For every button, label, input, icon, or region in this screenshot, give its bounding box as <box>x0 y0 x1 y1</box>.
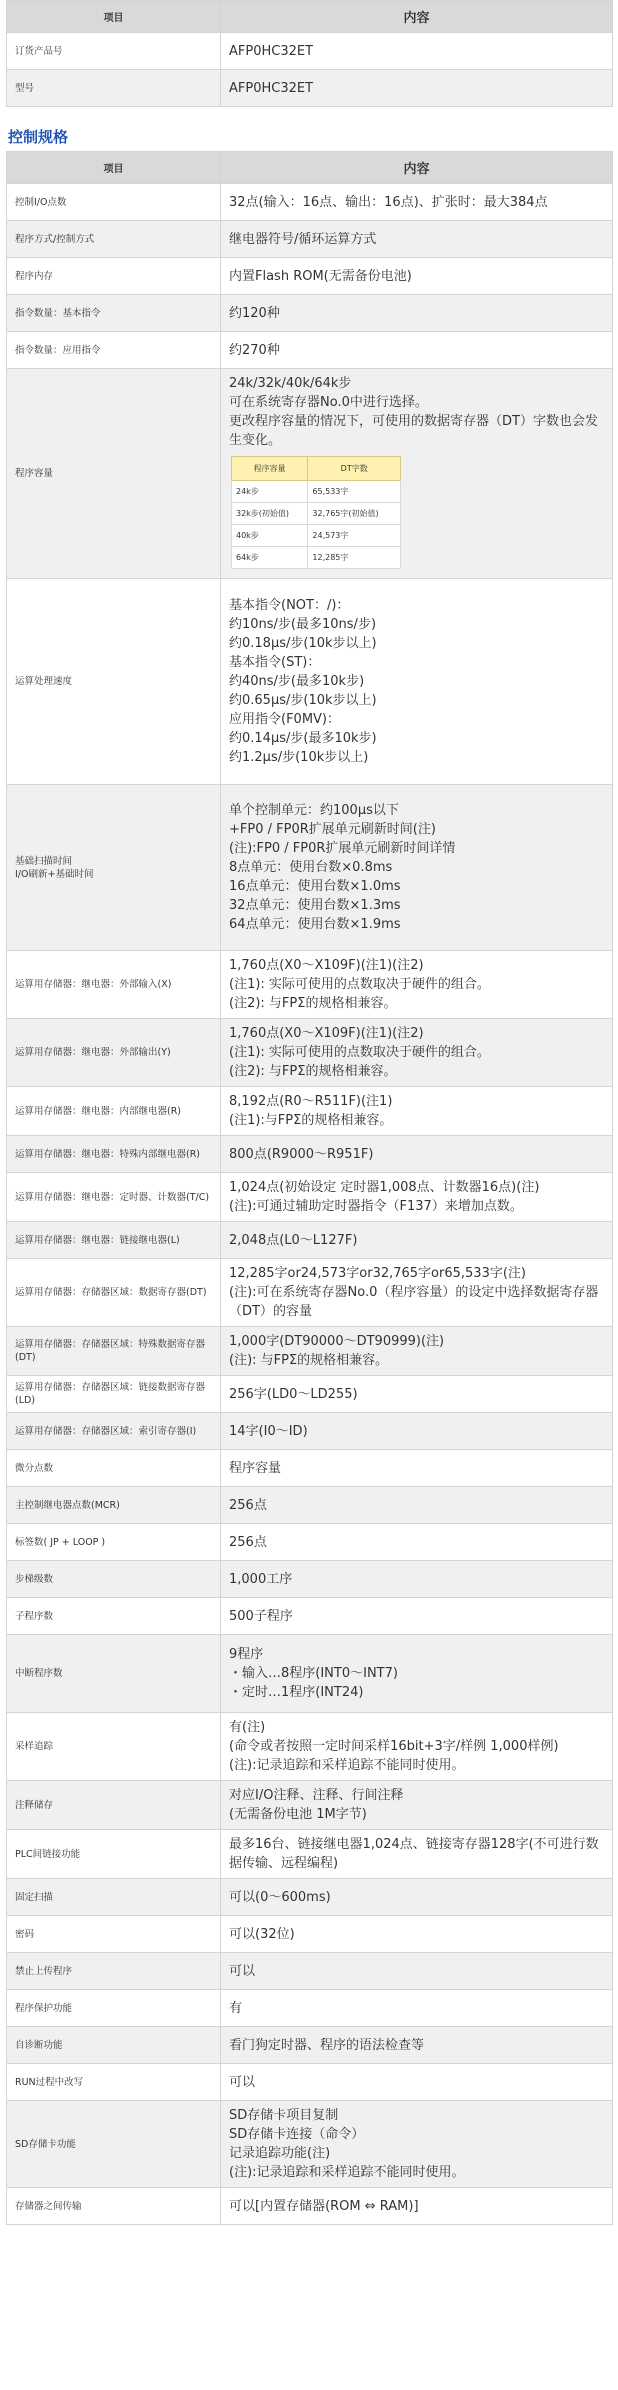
row-label <box>7 369 221 579</box>
table-row <box>7 332 613 369</box>
value-line: 32点单元：使用台数×1.3ms <box>229 898 401 913</box>
table-row <box>7 1136 613 1173</box>
row-label <box>7 1327 221 1376</box>
row-label: 订货产品号 <box>7 33 221 70</box>
row-label-line: 运算用存储器：继电器：外部输出(Y) <box>15 1047 171 1058</box>
value-line: 约0.65μs/步(10k步以上) <box>229 693 377 708</box>
row-value: AFP0HC32ET <box>221 33 613 70</box>
row-label <box>7 1830 221 1879</box>
row-label-line: 子程序数 <box>15 1610 54 1622</box>
row-value <box>221 184 613 221</box>
value-line: 看门狗定时器、程序的语法检查等 <box>229 2037 425 2053</box>
mini-table-cell: 32,765字(初始值) <box>308 503 401 525</box>
value-line: 可以[内置存储器(ROM ⇔ RAM)] <box>229 2198 419 2214</box>
row-value <box>221 1487 613 1524</box>
table-row <box>7 1259 613 1327</box>
row-label <box>7 1713 221 1781</box>
row-label <box>7 1635 221 1713</box>
value-line: 基本指令(ST)： <box>229 655 321 670</box>
order-table-header <box>7 1 613 33</box>
table-row <box>7 1990 613 2027</box>
value-line: 对应I/O注释、注释、行间注释 <box>229 1788 404 1803</box>
value-line: 有(注) <box>229 1720 266 1735</box>
row-value <box>221 258 613 295</box>
row-value <box>221 2027 613 2064</box>
row-label-line: 运算用存储器：存储器区域：特殊数据寄存器(DT) <box>15 1339 206 1363</box>
value-line: 应用指令(F0MV)： <box>229 712 341 727</box>
table-row <box>7 2188 613 2225</box>
table-row <box>7 1376 613 1413</box>
row-label <box>7 2101 221 2188</box>
value-line: ・输入…8程序(INT0～INT7) <box>229 1666 398 1681</box>
spec-table-body <box>7 184 613 2225</box>
mini-table-cell: 12,285字 <box>308 547 401 569</box>
row-label-line: I/O刷新+基础时间 <box>15 868 94 880</box>
value-line: (注1): 实际可使用的点数取决于硬件的组合。 <box>229 977 490 992</box>
row-label <box>7 1598 221 1635</box>
value-line: 最多16台、链接继电器1,024点、链接寄存器128字(不可进行数据传输、远程编程) <box>229 1837 599 1871</box>
row-label <box>7 1019 221 1087</box>
row-label <box>7 2064 221 2101</box>
table-row <box>7 258 613 295</box>
value-line: 约1.2μs/步(10k步以上) <box>229 750 369 765</box>
value-line: 可以(32位) <box>229 1926 295 1942</box>
header-content: 内容 <box>221 152 613 184</box>
row-label-line: 步梯级数 <box>15 1573 54 1585</box>
value-line: 32点(输入：16点、输出：16点)、扩张时：最大384点 <box>229 194 548 210</box>
table-row <box>7 785 613 951</box>
row-label <box>7 1561 221 1598</box>
value-line: 1,024点(初始设定 定时器1,008点、计数器16点)(注) <box>229 1180 540 1195</box>
row-label-line: 指令数量：应用指令 <box>15 344 101 356</box>
value-line: 12,285字or24,573字or32,765字or65,533字(注) <box>229 1266 526 1281</box>
row-label <box>7 1524 221 1561</box>
table-row <box>7 951 613 1019</box>
mini-table-cell: 64k步 <box>232 547 308 569</box>
row-label-line: 控制I/O点数 <box>15 196 67 208</box>
row-value <box>221 1916 613 1953</box>
value-line: 2,048点(L0～L127F) <box>229 1232 358 1248</box>
program-capacity-table <box>231 456 401 569</box>
value-line: 1,760点(X0～X109F)(注1)(注2) <box>229 958 424 973</box>
row-value <box>221 951 613 1019</box>
row-value <box>221 579 613 785</box>
row-value <box>221 1413 613 1450</box>
row-value <box>221 785 613 951</box>
row-label <box>7 1413 221 1450</box>
row-label-line: 禁止上传程序 <box>15 1965 73 1977</box>
table-row <box>7 1879 613 1916</box>
row-value <box>221 1087 613 1136</box>
row-label-line: 运算处理速度 <box>15 676 73 687</box>
mini-table-header: 程序容量 <box>232 457 308 481</box>
value-line: SD存储卡项目复制 <box>229 2108 339 2123</box>
table-row <box>7 1019 613 1087</box>
row-label <box>7 295 221 332</box>
table-row <box>7 1713 613 1781</box>
value-line: 8点单元：使用台数×0.8ms <box>229 860 393 875</box>
row-label-line: 程序保护功能 <box>15 2002 73 2014</box>
row-label-line: 运算用存储器：继电器：外部输入(X) <box>15 979 172 990</box>
row-label <box>7 258 221 295</box>
spec-table-header <box>7 152 613 184</box>
table-row <box>7 369 613 579</box>
row-label-line: 基础扫描时间 <box>15 855 73 867</box>
row-label-line: 运算用存储器：继电器：内部继电器(R) <box>15 1105 182 1117</box>
row-label-line: RUN过程中改写 <box>15 2076 84 2088</box>
row-value <box>221 1450 613 1487</box>
mini-table-cell: 32k步(初始值) <box>232 503 308 525</box>
table-row <box>7 1450 613 1487</box>
value-line: (注):记录追踪和采样追踪不能同时使用。 <box>229 2165 465 2180</box>
row-value <box>221 1635 613 1713</box>
row-label-line: PLC间链接功能 <box>15 1848 81 1860</box>
table-row <box>7 2064 613 2101</box>
row-value <box>221 1327 613 1376</box>
table-row <box>7 2027 613 2064</box>
value-line: 256点 <box>229 1534 267 1550</box>
value-line: 1,000工序 <box>229 1571 293 1587</box>
value-line: 内置Flash ROM(无需备份电池) <box>229 268 412 284</box>
order-table <box>6 0 613 107</box>
row-label-line: 注释储存 <box>15 1799 54 1811</box>
row-label <box>7 1781 221 1830</box>
table-row <box>7 1413 613 1450</box>
table-row <box>7 1487 613 1524</box>
table-row <box>7 1781 613 1830</box>
row-label <box>7 1450 221 1487</box>
row-label <box>7 2027 221 2064</box>
table-row <box>7 70 613 107</box>
row-label <box>7 579 221 785</box>
row-value: AFP0HC32ET <box>221 70 613 107</box>
value-line: 约40ns/步(最多10k步) <box>229 674 365 689</box>
value-line: 约0.18μs/步(10k步以上) <box>229 636 377 651</box>
value-line: 1,000字(DT90000～DT90999)(注) <box>229 1334 445 1349</box>
row-label <box>7 1376 221 1413</box>
row-label: 型号 <box>7 70 221 107</box>
table-row <box>7 1635 613 1713</box>
value-line: +FP0 / FP0R扩展单元刷新时间(注) <box>229 822 436 837</box>
row-label-line: 自诊断功能 <box>15 2039 63 2051</box>
row-label <box>7 1173 221 1222</box>
row-value <box>221 1173 613 1222</box>
row-label-line: 密码 <box>15 1928 35 1940</box>
value-line: (命令或者按照一定时间采样16bit+3字/样例 1,000样例) <box>229 1739 559 1754</box>
row-value <box>221 1561 613 1598</box>
value-line: 继电器符号/循环运算方式 <box>229 231 377 247</box>
mini-table-cell: 24,573字 <box>308 525 401 547</box>
value-line: (注):记录追踪和采样追踪不能同时使用。 <box>229 1758 465 1773</box>
row-label-line: 微分点数 <box>15 1462 54 1474</box>
value-line: 可以 <box>229 2074 256 2090</box>
row-label-line: 主控制继电器点数(MCR) <box>15 1499 120 1511</box>
mini-table-cell: 40k步 <box>232 525 308 547</box>
table-row <box>7 1327 613 1376</box>
table-row <box>7 1524 613 1561</box>
value-line: 800点(R9000～R951F) <box>229 1146 374 1162</box>
row-value <box>221 2064 613 2101</box>
value-line: (注2): 与FPΣ的规格相兼容。 <box>229 1064 397 1079</box>
table-row <box>7 1598 613 1635</box>
value-line: ・定时…1程序(INT24) <box>229 1685 364 1700</box>
value-line: 约10ns/步(最多10ns/步) <box>229 617 377 632</box>
row-value <box>221 1524 613 1561</box>
row-label-line: 标签数( JP + LOOP ) <box>15 1536 106 1548</box>
row-label <box>7 184 221 221</box>
mini-table-cell: 65,533字 <box>308 481 401 503</box>
table-row <box>7 1916 613 1953</box>
value-line: 记录追踪功能(注) <box>229 2146 331 2161</box>
value-line: 有 <box>229 2000 243 2016</box>
value-line: 可以(0～600ms) <box>229 1889 331 1905</box>
row-value <box>221 1830 613 1879</box>
row-label <box>7 785 221 951</box>
spec-table <box>6 151 613 2225</box>
row-label-line: 存储器之间传输 <box>15 2200 82 2212</box>
row-label <box>7 1916 221 1953</box>
row-value <box>221 221 613 258</box>
row-label-line: 运算用存储器：继电器：链接继电器(L) <box>15 1234 180 1246</box>
value-line: (注2): 与FPΣ的规格相兼容。 <box>229 996 397 1011</box>
value-line: (注):可在系统寄存器No.0（程序容量）的设定中选择数据寄存器（DT）的容量 <box>229 1285 599 1319</box>
value-line: 程序容量 <box>229 1460 282 1476</box>
header-content: 内容 <box>221 1 613 33</box>
table-row <box>7 1953 613 1990</box>
row-value <box>221 295 613 332</box>
value-line: 可在系统寄存器No.0中进行选择。 <box>229 395 428 410</box>
table-row <box>7 184 613 221</box>
row-label-line: 中断程序数 <box>15 1668 63 1679</box>
value-line: (注): 与FPΣ的规格相兼容。 <box>229 1353 389 1368</box>
row-label <box>7 1087 221 1136</box>
value-line: 64点单元：使用台数×1.9ms <box>229 917 401 932</box>
row-value <box>221 1019 613 1087</box>
row-label <box>7 1487 221 1524</box>
value-line: (注):可通过辅助定时器指令（F137）来增加点数。 <box>229 1199 523 1214</box>
value-line: 单个控制单元：约100μs以下 <box>229 803 399 818</box>
row-label <box>7 1136 221 1173</box>
value-line: 8,192点(R0～R511F)(注1) <box>229 1094 393 1109</box>
table-row <box>7 1830 613 1879</box>
value-line: 基本指令(NOT：/)： <box>229 598 350 613</box>
row-label-line: 运算用存储器：存储器区域：数据寄存器(DT) <box>15 1287 207 1298</box>
value-line: 256字(LD0～LD255) <box>229 1386 358 1402</box>
row-label <box>7 1879 221 1916</box>
value-line: 更改程序容量的情况下，可使用的数据寄存器（DT）字数也会发生变化。 <box>229 414 598 448</box>
value-line: 约120种 <box>229 305 280 321</box>
row-label-line: SD存储卡功能 <box>15 2138 76 2150</box>
table-row <box>7 1087 613 1136</box>
row-label-line: 指令数量：基本指令 <box>15 307 101 319</box>
row-label-line: 运算用存储器：继电器：定时器、计数器(T/C) <box>15 1191 210 1203</box>
value-line: (注1):与FPΣ的规格相兼容。 <box>229 1113 393 1128</box>
value-line: (无需备份电池 1M字节) <box>229 1807 367 1822</box>
row-value <box>221 1222 613 1259</box>
row-label <box>7 951 221 1019</box>
header-item: 项目 <box>7 152 221 184</box>
section-title: 控制规格 <box>8 128 69 146</box>
row-label <box>7 332 221 369</box>
value-line: 14字(I0～ID) <box>229 1423 308 1439</box>
row-label-line: 运算用存储器：存储器区域：链接数据寄存器(LD) <box>15 1382 206 1406</box>
row-value <box>221 369 613 579</box>
value-line: SD存储卡连接（命令） <box>229 2127 365 2142</box>
mini-table-cell: 24k步 <box>232 481 308 503</box>
row-value <box>221 1879 613 1916</box>
table-row <box>7 1222 613 1259</box>
row-value <box>221 2101 613 2188</box>
row-value <box>221 1259 613 1327</box>
value-line: (注1): 实际可使用的点数取决于硬件的组合。 <box>229 1045 490 1060</box>
mini-table-header: DT字数 <box>308 457 401 481</box>
value-line: 约270种 <box>229 342 280 358</box>
value-line: 可以 <box>229 1963 256 1979</box>
table-row <box>7 579 613 785</box>
row-label-line: 运算用存储器：继电器：特殊内部继电器(R) <box>15 1148 201 1160</box>
table-row <box>7 1173 613 1222</box>
row-value <box>221 1136 613 1173</box>
row-label <box>7 1990 221 2027</box>
row-label <box>7 1953 221 1990</box>
value-line: 500子程序 <box>229 1608 293 1624</box>
row-label <box>7 2188 221 2225</box>
value-line: 1,760点(X0～X109F)(注1)(注2) <box>229 1026 424 1041</box>
table-row <box>7 1561 613 1598</box>
row-value <box>221 1376 613 1413</box>
value-line: 约0.14μs/步(最多10k步) <box>229 731 377 746</box>
value-line: 256点 <box>229 1497 267 1513</box>
value-line: 16点单元：使用台数×1.0ms <box>229 879 401 894</box>
row-value <box>221 332 613 369</box>
row-value <box>221 2188 613 2225</box>
row-value <box>221 1713 613 1781</box>
row-label-line: 运算用存储器：存储器区域：索引寄存器(I) <box>15 1425 197 1437</box>
row-label-line: 采样追踪 <box>15 1741 54 1752</box>
row-value <box>221 1781 613 1830</box>
row-value <box>221 1990 613 2027</box>
header-item: 项目 <box>7 1 221 33</box>
value-line: 9程序 <box>229 1647 264 1662</box>
value-line: 24k/32k/40k/64k步 <box>229 376 352 391</box>
value-line: (注):FP0 / FP0R扩展单元刷新时间详情 <box>229 841 456 856</box>
row-value <box>221 1598 613 1635</box>
table-row <box>7 221 613 258</box>
table-row <box>7 2101 613 2188</box>
row-label-line: 固定扫描 <box>15 1891 54 1903</box>
row-label <box>7 1259 221 1327</box>
row-label <box>7 1222 221 1259</box>
table-row <box>7 295 613 332</box>
row-label-line: 程序方式/控制方式 <box>15 233 95 245</box>
row-label <box>7 221 221 258</box>
row-label-line: 程序内存 <box>15 270 54 282</box>
row-label-line: 程序容量 <box>15 468 54 479</box>
row-value <box>221 1953 613 1990</box>
table-row <box>7 33 613 70</box>
